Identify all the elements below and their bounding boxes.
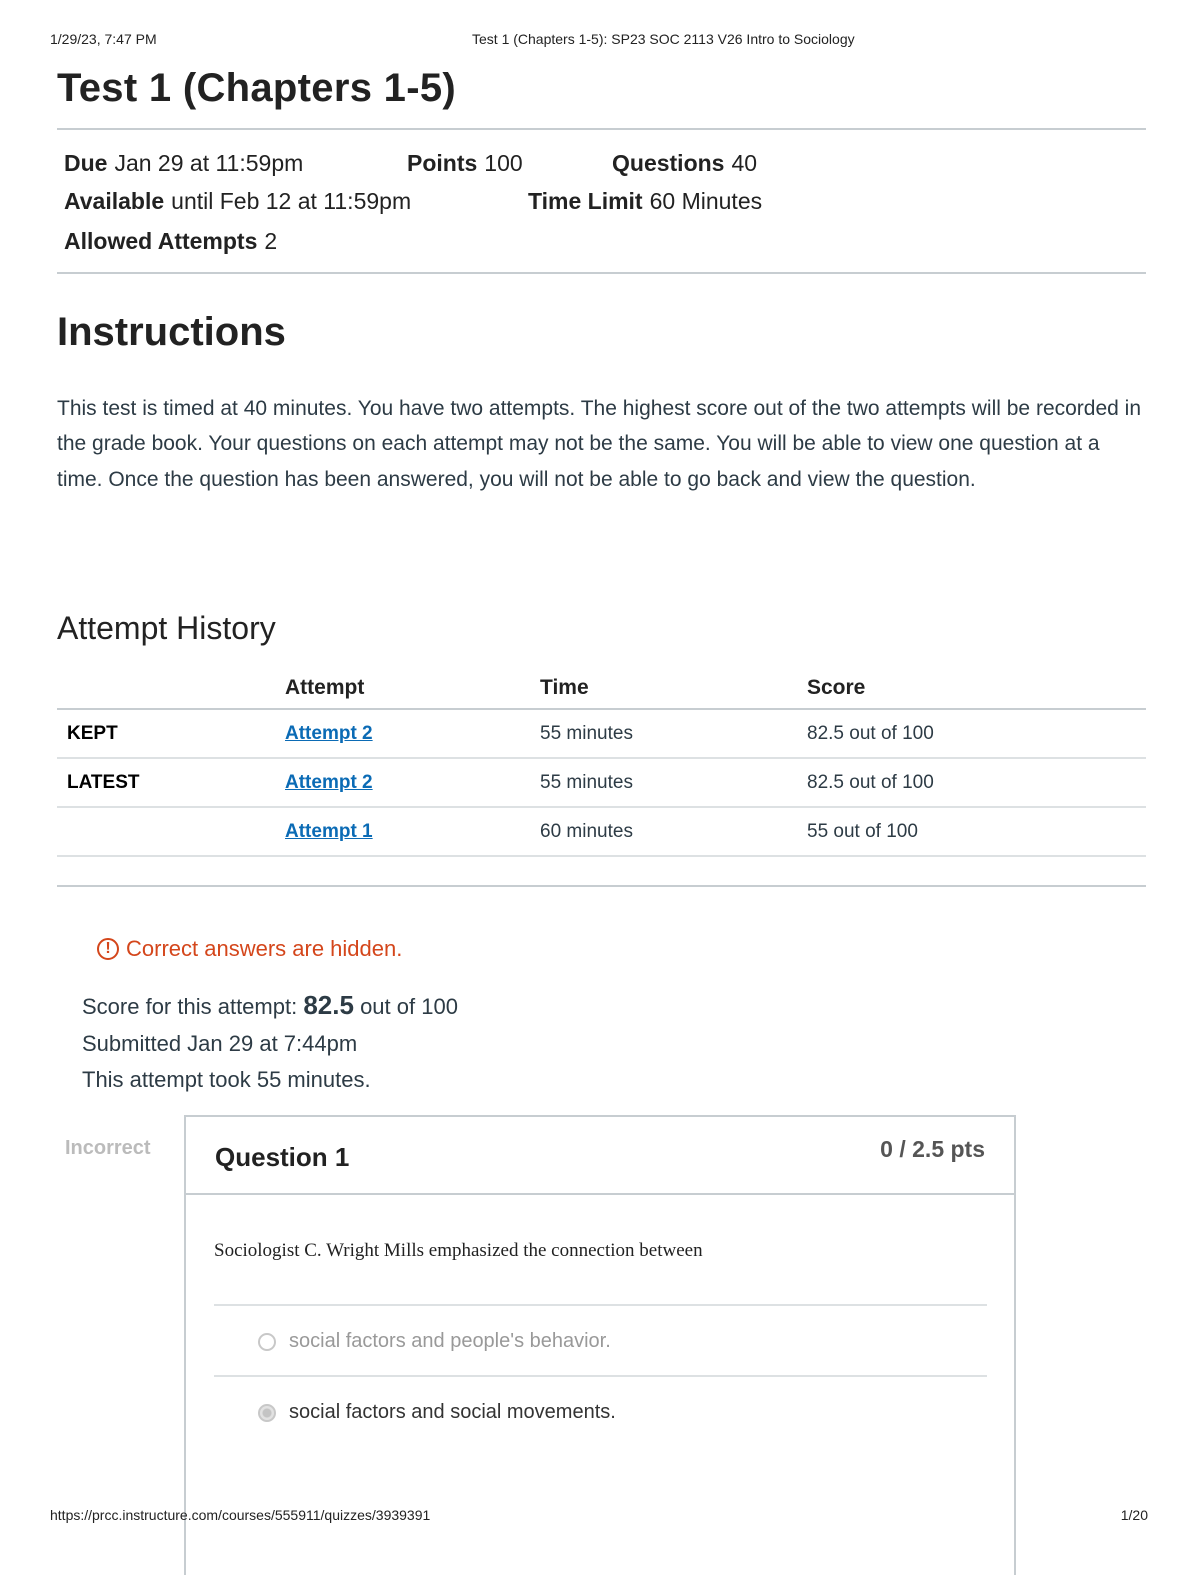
attempt-duration: This attempt took 55 minutes. bbox=[82, 1067, 371, 1092]
divider bbox=[214, 1375, 987, 1377]
attempt-score: 55 out of 100 bbox=[797, 807, 1146, 856]
table-row bbox=[57, 758, 1146, 807]
questions-label: Questions bbox=[612, 150, 725, 176]
answer-option-selected bbox=[258, 1401, 616, 1424]
attempt-status-label: KEPT bbox=[57, 709, 275, 758]
table-row bbox=[57, 709, 1146, 758]
attempt-score: 82.5 out of 100 bbox=[797, 758, 1146, 807]
answer-text: social factors and social movements. bbox=[289, 1401, 616, 1423]
print-doc-title: Test 1 (Chapters 1-5): SP23 SOC 2113 V26 Intro to Sociology bbox=[472, 31, 855, 47]
column-header bbox=[57, 668, 275, 709]
column-header: Score bbox=[797, 668, 1146, 709]
column-header: Attempt bbox=[275, 668, 530, 709]
attempt-link[interactable]: Attempt 1 bbox=[285, 820, 373, 842]
due-label: Due bbox=[64, 150, 108, 176]
answer-option bbox=[258, 1330, 611, 1353]
points-label: Points bbox=[407, 150, 478, 176]
print-url: https://prcc.instructure.com/courses/555911/quizzes/3939391 bbox=[50, 1507, 431, 1523]
attempt-status-label: LATEST bbox=[57, 758, 275, 807]
attempt-status-label bbox=[57, 807, 275, 856]
attempt-link[interactable]: Attempt 2 bbox=[285, 771, 373, 793]
time-limit bbox=[528, 188, 762, 215]
attempt-time: 60 minutes bbox=[530, 807, 797, 856]
time-limit-label: Time Limit bbox=[528, 188, 643, 214]
instructions-heading: Instructions bbox=[57, 310, 286, 354]
availability bbox=[64, 188, 411, 215]
submitted-time: Submitted Jan 29 at 7:44pm bbox=[82, 1031, 358, 1056]
divider bbox=[57, 128, 1146, 130]
questions-value: 40 bbox=[731, 150, 758, 176]
print-datetime: 1/29/23, 7:47 PM bbox=[50, 31, 157, 47]
answer-text: social factors and people's behavior. bbox=[289, 1330, 611, 1352]
question-text: Sociologist C. Wright Mills emphasized the connection between bbox=[214, 1240, 703, 1261]
divider bbox=[57, 272, 1146, 274]
questions-count bbox=[612, 150, 757, 177]
instructions-text: This test is timed at 40 minutes. You have two attempts. The highest score out of the two attempts will be recorded in the grade book. Your questions on each attempt may not be the same. You will be able to view one question at a time. Once the question has been answered, you will not be able to go back and view the question. bbox=[57, 397, 1142, 491]
attempt-score-line bbox=[82, 990, 458, 1021]
page-title: Test 1 (Chapters 1-5) bbox=[57, 66, 456, 110]
available-value: until Feb 12 at 11:59pm bbox=[171, 188, 412, 214]
score-prefix: Score for this attempt: bbox=[82, 994, 298, 1019]
divider bbox=[57, 885, 1146, 887]
attempt-score: 82.5 out of 100 bbox=[797, 709, 1146, 758]
answers-hidden-text: Correct answers are hidden. bbox=[126, 936, 403, 961]
allowed-attempts-value: 2 bbox=[264, 228, 278, 254]
radio-selected-icon bbox=[258, 1404, 276, 1422]
points-value: 100 bbox=[484, 150, 523, 176]
question-header bbox=[186, 1117, 1014, 1195]
column-header: Time bbox=[530, 668, 797, 709]
attempt-history-heading: Attempt History bbox=[57, 610, 276, 646]
time-limit-value: 60 Minutes bbox=[649, 188, 763, 214]
score-suffix: out of 100 bbox=[360, 994, 458, 1019]
answers-hidden-notice bbox=[97, 936, 402, 962]
attempt-history-table bbox=[57, 668, 1146, 857]
question-points: 0 / 2.5 pts bbox=[880, 1136, 985, 1162]
table-header-row bbox=[57, 668, 1146, 709]
allowed-attempts-label: Allowed Attempts bbox=[64, 228, 258, 254]
attempt-time: 55 minutes bbox=[530, 758, 797, 807]
page-number: 1/20 bbox=[1120, 1507, 1148, 1523]
table-row bbox=[57, 807, 1146, 856]
attempt-time: 55 minutes bbox=[530, 709, 797, 758]
points bbox=[407, 150, 523, 177]
score-value: 82.5 bbox=[303, 990, 354, 1020]
available-label: Available bbox=[64, 188, 165, 214]
question-title: Question 1 bbox=[215, 1142, 350, 1172]
radio-unselected-icon bbox=[258, 1333, 276, 1351]
due-date bbox=[64, 150, 303, 177]
question-status-badge: Incorrect bbox=[65, 1137, 151, 1159]
due-value: Jan 29 at 11:59pm bbox=[114, 150, 304, 176]
allowed-attempts bbox=[64, 228, 277, 255]
divider bbox=[214, 1304, 987, 1306]
alert-circle-icon: ! bbox=[97, 938, 119, 960]
attempt-link[interactable]: Attempt 2 bbox=[285, 722, 373, 744]
